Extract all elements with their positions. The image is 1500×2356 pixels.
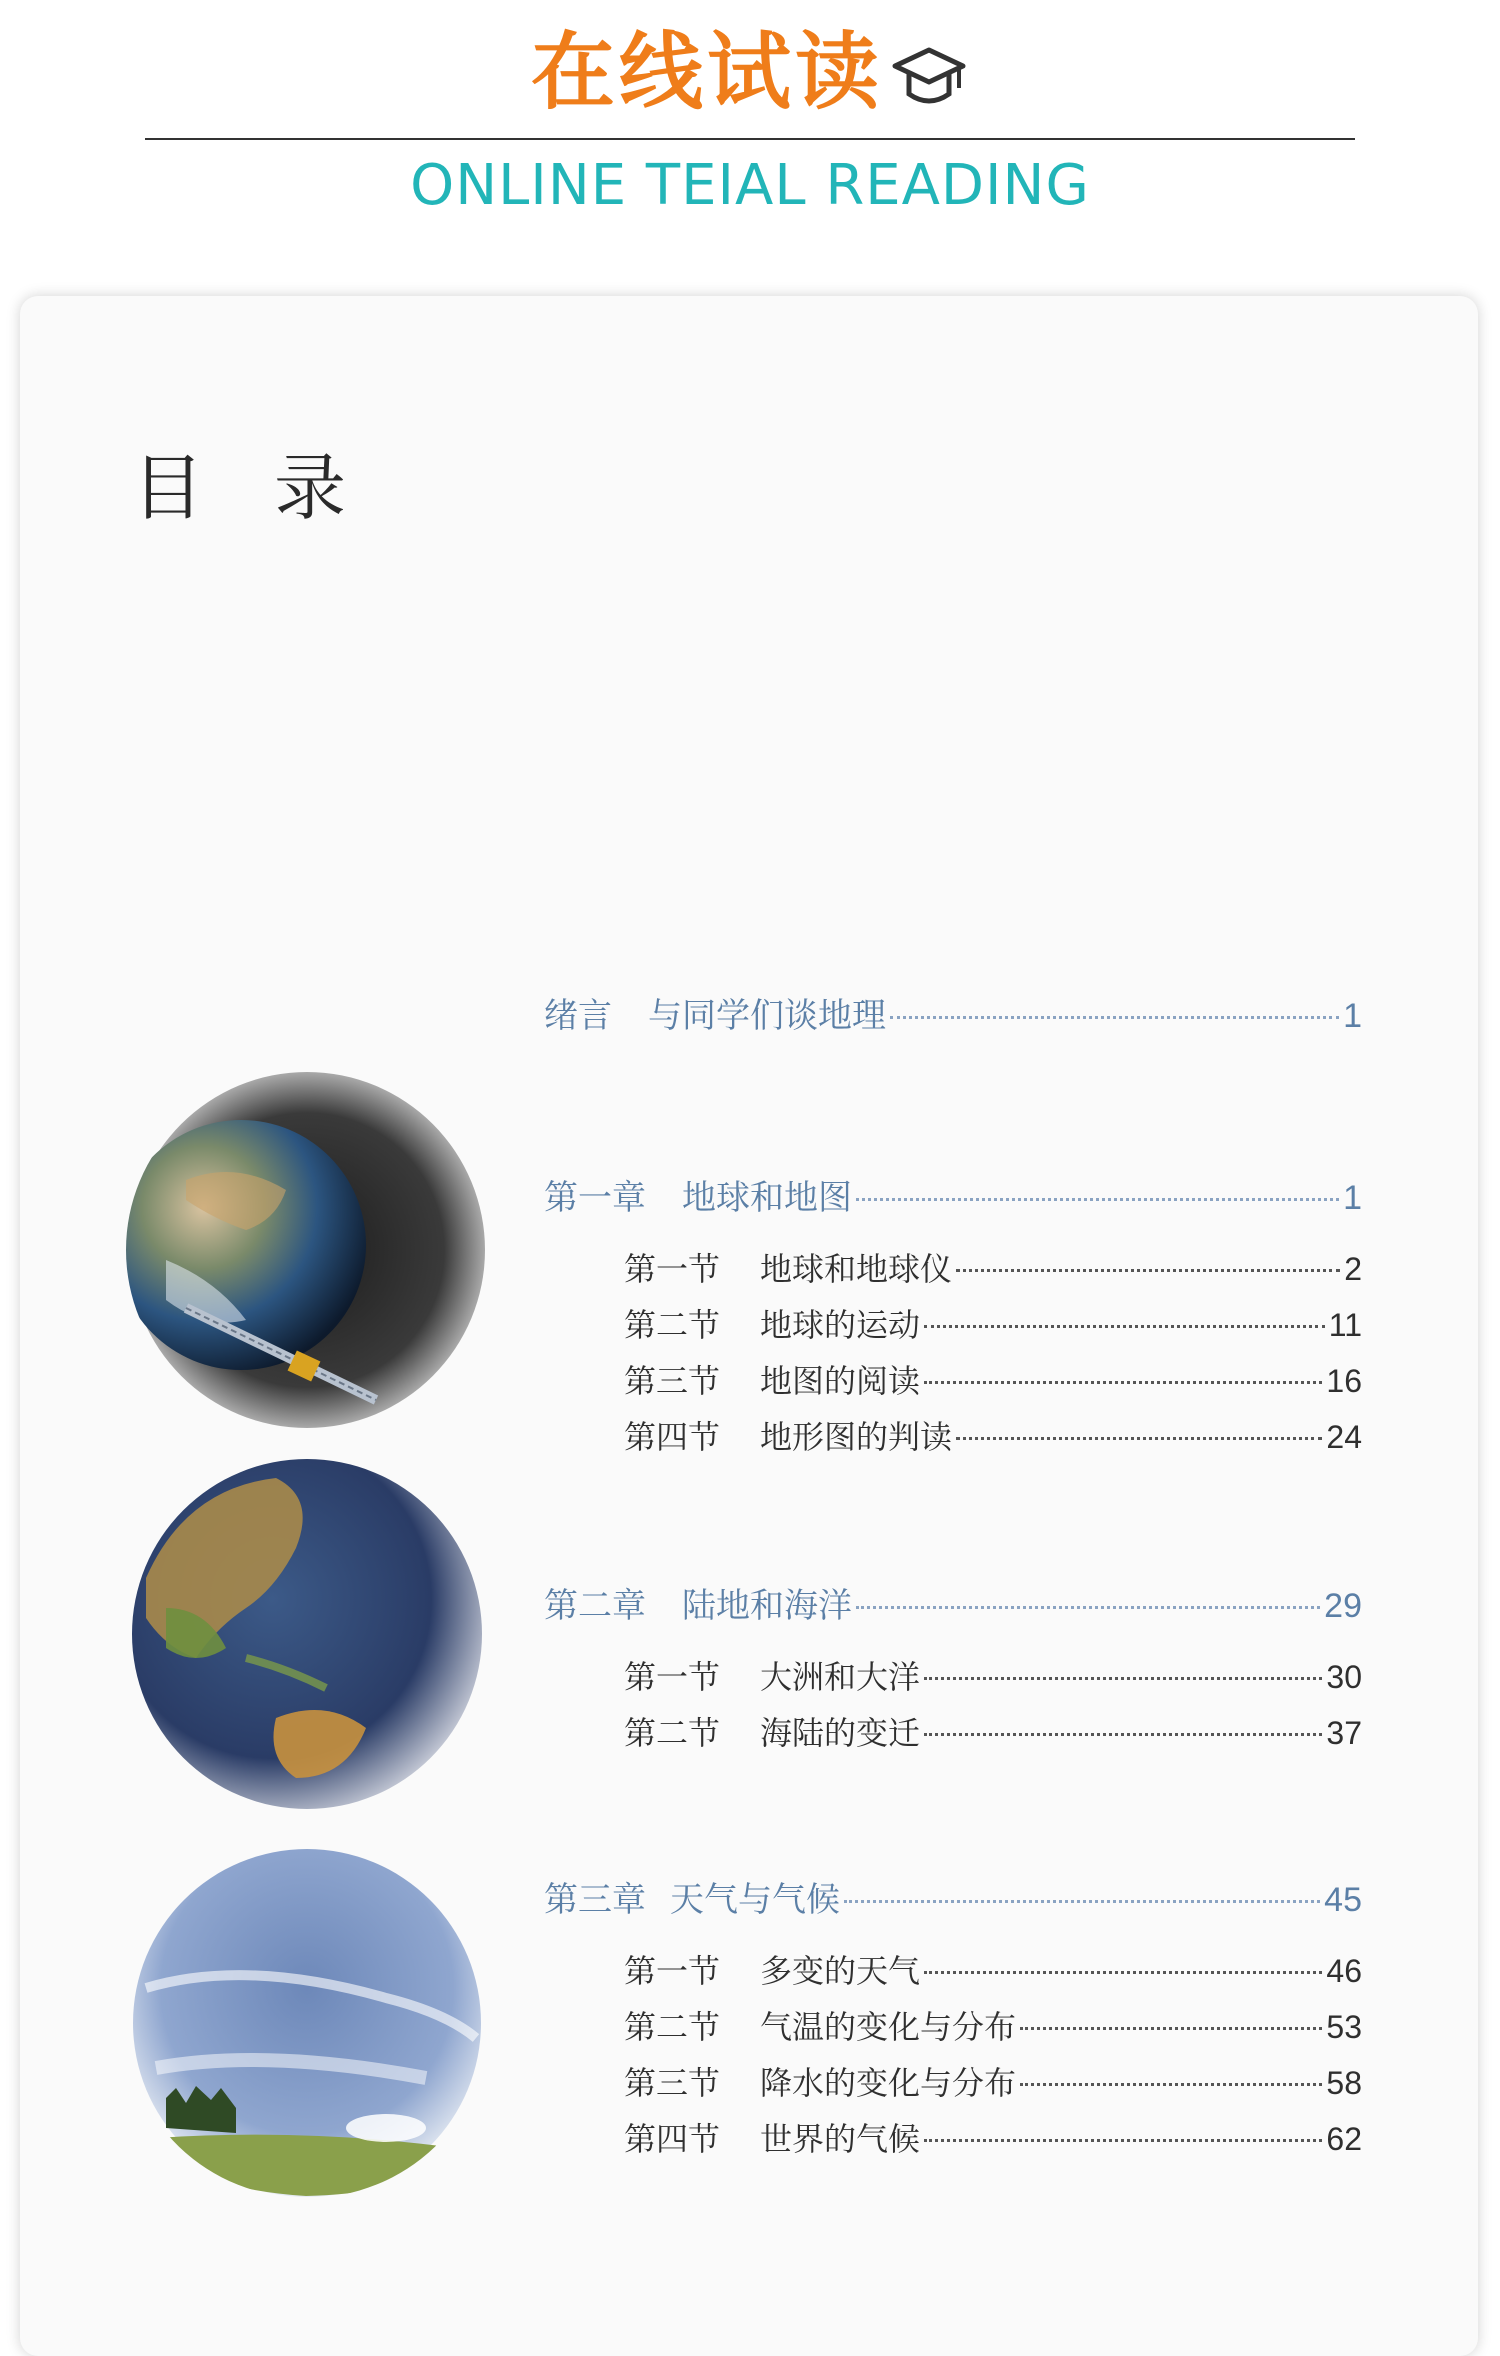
dot-leader — [1020, 2027, 1322, 2030]
sky-and-clouds-image — [126, 1848, 488, 2198]
toc-row-ch3-sec3[interactable] — [624, 2058, 1362, 2104]
entry-number: 第四节 — [624, 2120, 721, 2158]
entry-title: 天气与气候 — [670, 1880, 840, 1920]
header-divider — [145, 138, 1355, 140]
entry-title: 地球和地图 — [682, 1178, 852, 1218]
entry-number: 第一节 — [624, 1250, 721, 1288]
entry-number: 第二节 — [624, 1714, 721, 1752]
entry-number: 第三节 — [624, 2064, 721, 2102]
dot-leader — [1020, 2083, 1322, 2086]
entry-title: 气温的变化与分布 — [760, 2008, 1017, 2046]
entry-number: 第一章 — [544, 1178, 646, 1218]
entry-page: 16 — [1326, 1363, 1362, 1399]
entry-number: 第三章 — [544, 1880, 646, 1920]
entry-page: 11 — [1328, 1307, 1362, 1343]
entry-page: 1 — [1343, 1179, 1362, 1217]
page-header-subtitle: ONLINE TEIAL READING — [410, 153, 1090, 218]
entry-number: 第二节 — [624, 2008, 721, 2046]
entry-title: 地图的阅读 — [760, 1362, 921, 1400]
toc-row-ch1-sec2[interactable] — [624, 1300, 1362, 1346]
entry-title: 降水的变化与分布 — [760, 2064, 1017, 2102]
entry-title: 陆地和海洋 — [682, 1586, 852, 1626]
graduation-cap-icon — [889, 42, 969, 114]
toc-row-ch1-sec3[interactable] — [624, 1356, 1362, 1402]
dot-leader — [844, 1900, 1320, 1903]
entry-number: 第一节 — [624, 1658, 721, 1696]
toc-row-ch1-sec1[interactable] — [624, 1244, 1362, 1290]
toc-row-ch2-sec1[interactable] — [624, 1652, 1362, 1698]
dot-leader — [856, 1606, 1320, 1609]
toc-heading: 目录 — [132, 446, 417, 530]
entry-title: 地形图的判读 — [760, 1418, 953, 1456]
entry-number: 绪言 — [544, 996, 612, 1036]
entry-page: 53 — [1326, 2009, 1362, 2045]
entry-number: 第三节 — [624, 1362, 721, 1400]
toc-row-ch3-sec1[interactable] — [624, 1946, 1362, 1992]
header-title-text: 在线试读 — [530, 23, 883, 121]
entry-number: 第二节 — [624, 1306, 721, 1344]
entry-page: 62 — [1326, 2121, 1362, 2157]
dot-leader — [956, 1269, 1340, 1272]
entry-number: 第一节 — [624, 1952, 721, 1990]
dot-leader — [890, 1016, 1339, 1019]
dot-leader — [956, 1437, 1322, 1440]
toc-row-ch3-sec4[interactable] — [624, 2114, 1362, 2160]
dot-leader — [924, 1733, 1322, 1736]
toc-row-chapter-3[interactable] — [544, 1872, 1362, 1921]
toc-row-intro[interactable] — [544, 988, 1362, 1037]
entry-number: 第四节 — [624, 1418, 721, 1456]
dot-leader — [924, 2139, 1322, 2142]
toc-row-chapter-2[interactable] — [544, 1578, 1362, 1627]
entry-page: 1 — [1343, 997, 1362, 1035]
entry-title: 与同学们谈地理 — [648, 996, 886, 1036]
toc-row-chapter-1[interactable] — [544, 1170, 1362, 1219]
entry-title: 海陆的变迁 — [760, 1714, 921, 1752]
entry-page: 58 — [1326, 2065, 1362, 2101]
entry-page: 24 — [1326, 1419, 1362, 1455]
entry-page: 29 — [1324, 1587, 1362, 1625]
toc-row-ch1-sec4[interactable] — [624, 1412, 1362, 1458]
toc-row-ch3-sec2[interactable] — [624, 2002, 1362, 2048]
dot-leader — [924, 1677, 1322, 1680]
entry-title: 大洲和大洋 — [760, 1658, 921, 1696]
entry-page: 30 — [1326, 1659, 1362, 1695]
dot-leader — [924, 1971, 1322, 1974]
entry-title: 多变的天气 — [760, 1952, 921, 1990]
dot-leader — [924, 1381, 1322, 1384]
entry-page: 45 — [1324, 1881, 1362, 1919]
entry-page: 37 — [1326, 1715, 1362, 1751]
asia-pacific-globe-image — [126, 1458, 488, 1810]
toc-row-ch2-sec2[interactable] — [624, 1708, 1362, 1754]
entry-page: 2 — [1344, 1251, 1362, 1287]
earth-with-satellite-image — [126, 1070, 488, 1430]
dot-leader — [856, 1198, 1339, 1201]
entry-title: 地球的运动 — [760, 1306, 921, 1344]
entry-number: 第二章 — [544, 1586, 646, 1626]
page-header-title — [0, 22, 1500, 122]
dot-leader — [924, 1325, 1325, 1328]
entry-title: 世界的气候 — [760, 2120, 921, 2158]
entry-page: 46 — [1326, 1953, 1362, 1989]
entry-title: 地球和地球仪 — [760, 1250, 953, 1288]
